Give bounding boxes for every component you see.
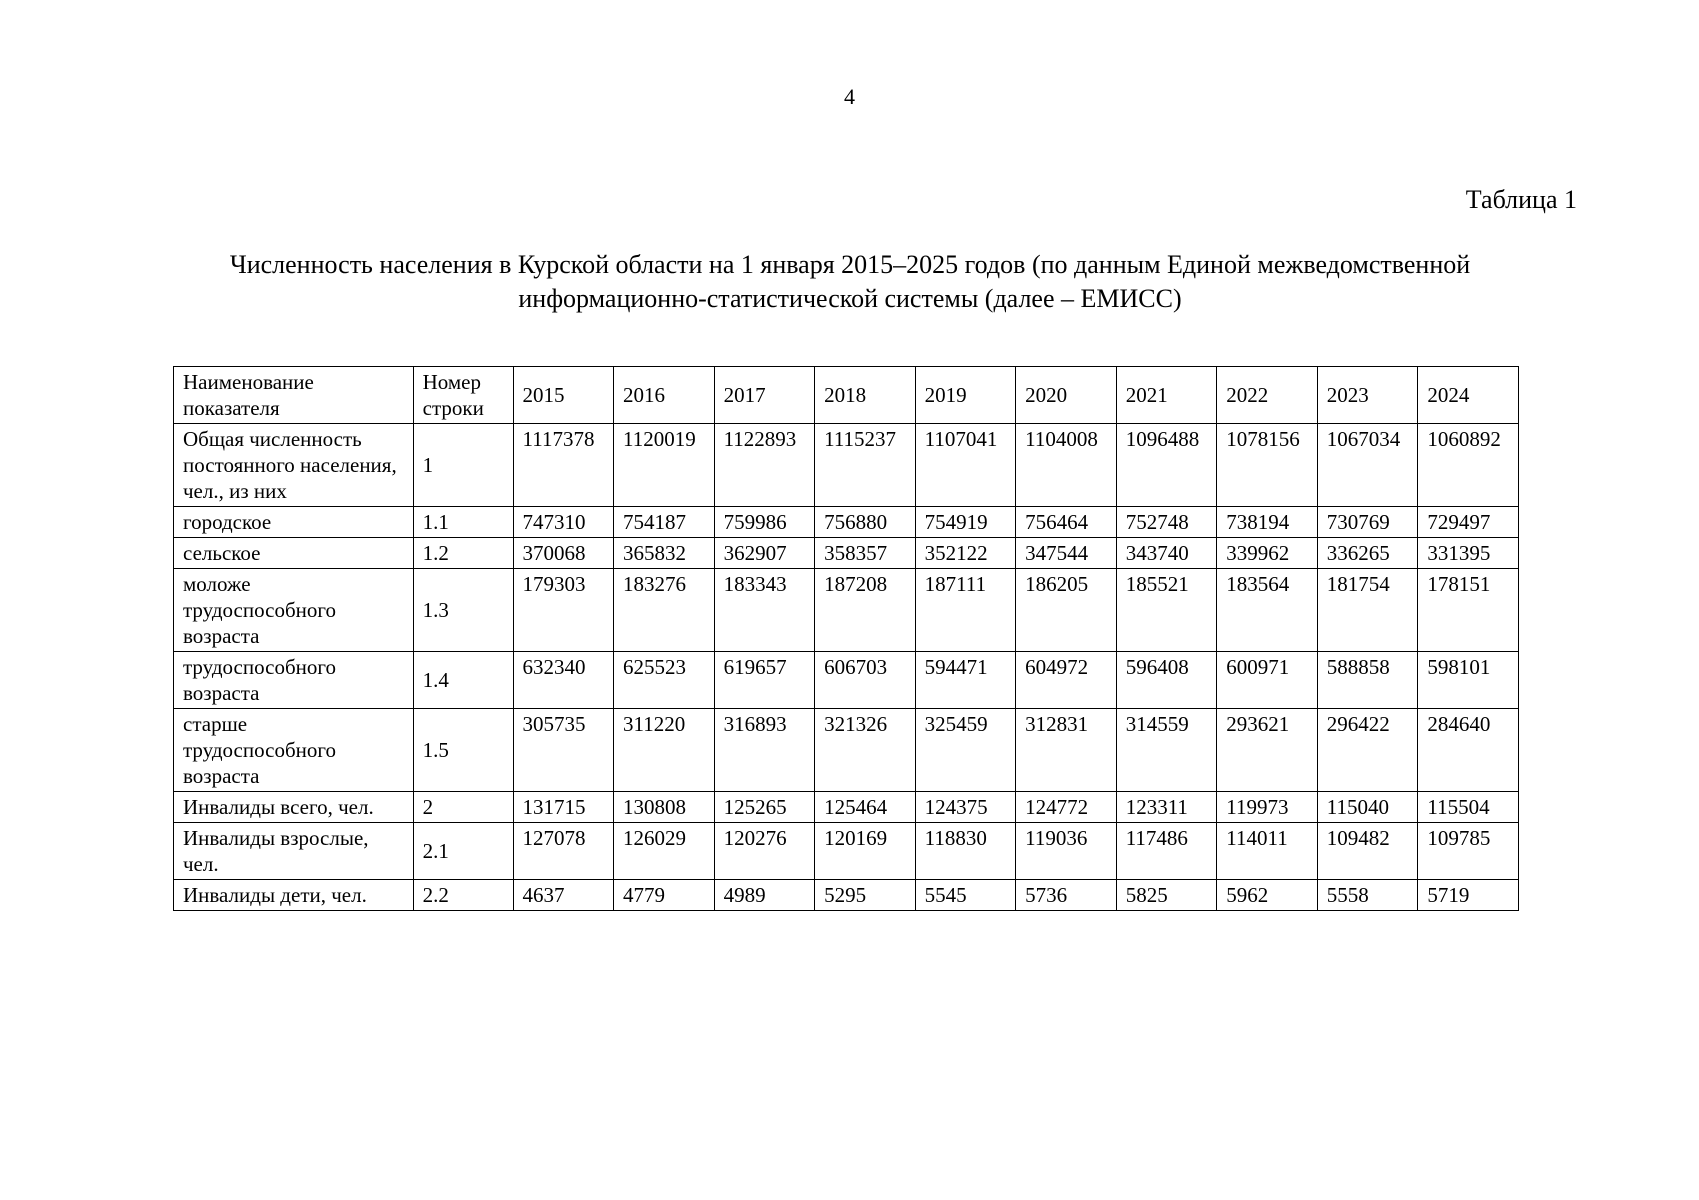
indicator-name: Инвалиды всего, чел. <box>174 792 414 823</box>
value-cell: 1115237 <box>815 424 916 507</box>
table-title: Численность населения в Курской области на 1 января 2015–2025 годов (по данным Единой межведомственной информационно-статистической системы (далее – ЕМИСС) <box>229 250 1471 313</box>
indicator-name: Общая численность постоянного населения, чел., из них <box>174 424 414 507</box>
value-cell: 181754 <box>1317 569 1418 652</box>
value-cell: 1067034 <box>1317 424 1418 507</box>
value-cell: 183343 <box>714 569 815 652</box>
table-row <box>174 507 1519 538</box>
value-cell: 119036 <box>1016 823 1117 880</box>
table-row <box>174 424 1519 507</box>
value-cell: 293621 <box>1217 709 1318 792</box>
value-cell: 4989 <box>714 880 815 911</box>
value-cell: 1120019 <box>614 424 715 507</box>
value-cell: 596408 <box>1116 652 1217 709</box>
value-cell: 314559 <box>1116 709 1217 792</box>
value-cell: 305735 <box>513 709 614 792</box>
value-cell: 312831 <box>1016 709 1117 792</box>
indicator-name: сельское <box>174 538 414 569</box>
value-cell: 118830 <box>915 823 1016 880</box>
row-number: 1.1 <box>413 507 513 538</box>
value-cell: 604972 <box>1016 652 1117 709</box>
indicator-name: моложе трудоспособного возраста <box>174 569 414 652</box>
value-cell: 5825 <box>1116 880 1217 911</box>
value-cell: 296422 <box>1317 709 1418 792</box>
value-cell: 179303 <box>513 569 614 652</box>
value-cell: 125265 <box>714 792 815 823</box>
value-cell: 606703 <box>815 652 916 709</box>
value-cell: 185521 <box>1116 569 1217 652</box>
value-cell: 1107041 <box>915 424 1016 507</box>
value-cell: 331395 <box>1418 538 1519 569</box>
value-cell: 730769 <box>1317 507 1418 538</box>
header-cell: 2022 <box>1217 367 1318 424</box>
value-cell: 5558 <box>1317 880 1418 911</box>
value-cell: 117486 <box>1116 823 1217 880</box>
value-cell: 759986 <box>714 507 815 538</box>
value-cell: 5545 <box>915 880 1016 911</box>
value-cell: 109785 <box>1418 823 1519 880</box>
value-cell: 747310 <box>513 507 614 538</box>
value-cell: 127078 <box>513 823 614 880</box>
header-cell: 2024 <box>1418 367 1519 424</box>
header-cell: 2021 <box>1116 367 1217 424</box>
value-cell: 5719 <box>1418 880 1519 911</box>
value-cell: 311220 <box>614 709 715 792</box>
value-cell: 109482 <box>1317 823 1418 880</box>
value-cell: 187111 <box>915 569 1016 652</box>
value-cell: 336265 <box>1317 538 1418 569</box>
row-number: 1 <box>413 424 513 507</box>
indicator-name: трудоспособного возраста <box>174 652 414 709</box>
header-cell: 2016 <box>614 367 715 424</box>
value-cell: 321326 <box>815 709 916 792</box>
value-cell: 5736 <box>1016 880 1117 911</box>
row-number: 2 <box>413 792 513 823</box>
value-cell: 187208 <box>815 569 916 652</box>
value-cell: 729497 <box>1418 507 1519 538</box>
header-cell: 2019 <box>915 367 1016 424</box>
table-label: Таблица 1 <box>1465 185 1577 214</box>
row-number: 2.2 <box>413 880 513 911</box>
value-cell: 5962 <box>1217 880 1318 911</box>
table-row <box>174 709 1519 792</box>
header-cell: Наименование показателя <box>174 367 414 424</box>
value-cell: 114011 <box>1217 823 1318 880</box>
value-cell: 588858 <box>1317 652 1418 709</box>
value-cell: 600971 <box>1217 652 1318 709</box>
header-cell: 2017 <box>714 367 815 424</box>
value-cell: 594471 <box>915 652 1016 709</box>
value-cell: 1060892 <box>1418 424 1519 507</box>
value-cell: 120276 <box>714 823 815 880</box>
value-cell: 756464 <box>1016 507 1117 538</box>
table-row <box>174 538 1519 569</box>
value-cell: 362907 <box>714 538 815 569</box>
header-cell: 2015 <box>513 367 614 424</box>
value-cell: 124772 <box>1016 792 1117 823</box>
value-cell: 738194 <box>1217 507 1318 538</box>
header-cell: 2018 <box>815 367 916 424</box>
value-cell: 183564 <box>1217 569 1318 652</box>
value-cell: 5295 <box>815 880 916 911</box>
value-cell: 316893 <box>714 709 815 792</box>
value-cell: 1096488 <box>1116 424 1217 507</box>
row-number: 1.2 <box>413 538 513 569</box>
table-row <box>174 792 1519 823</box>
header-cell: 2020 <box>1016 367 1117 424</box>
value-cell: 347544 <box>1016 538 1117 569</box>
table-row <box>174 652 1519 709</box>
value-cell: 125464 <box>815 792 916 823</box>
table-row <box>174 880 1519 911</box>
value-cell: 126029 <box>614 823 715 880</box>
value-cell: 186205 <box>1016 569 1117 652</box>
value-cell: 115504 <box>1418 792 1519 823</box>
value-cell: 343740 <box>1116 538 1217 569</box>
value-cell: 358357 <box>815 538 916 569</box>
population-table <box>173 366 1519 911</box>
row-number: 1.3 <box>413 569 513 652</box>
value-cell: 1078156 <box>1217 424 1318 507</box>
value-cell: 4779 <box>614 880 715 911</box>
value-cell: 1104008 <box>1016 424 1117 507</box>
table-row <box>174 823 1519 880</box>
value-cell: 339962 <box>1217 538 1318 569</box>
header-row <box>174 367 1519 424</box>
value-cell: 632340 <box>513 652 614 709</box>
header-cell: 2023 <box>1317 367 1418 424</box>
value-cell: 183276 <box>614 569 715 652</box>
value-cell: 619657 <box>714 652 815 709</box>
value-cell: 124375 <box>915 792 1016 823</box>
indicator-name: Инвалиды дети, чел. <box>174 880 414 911</box>
indicator-name: старше трудоспособного возраста <box>174 709 414 792</box>
row-number: 1.4 <box>413 652 513 709</box>
value-cell: 754919 <box>915 507 1016 538</box>
value-cell: 284640 <box>1418 709 1519 792</box>
value-cell: 352122 <box>915 538 1016 569</box>
value-cell: 325459 <box>915 709 1016 792</box>
value-cell: 4637 <box>513 880 614 911</box>
page-number: 4 <box>844 84 855 109</box>
value-cell: 370068 <box>513 538 614 569</box>
header-cell: Номер строки <box>413 367 513 424</box>
value-cell: 120169 <box>815 823 916 880</box>
value-cell: 115040 <box>1317 792 1418 823</box>
indicator-name: городское <box>174 507 414 538</box>
value-cell: 752748 <box>1116 507 1217 538</box>
row-number: 1.5 <box>413 709 513 792</box>
value-cell: 365832 <box>614 538 715 569</box>
value-cell: 1117378 <box>513 424 614 507</box>
value-cell: 131715 <box>513 792 614 823</box>
row-number: 2.1 <box>413 823 513 880</box>
value-cell: 756880 <box>815 507 916 538</box>
indicator-name: Инвалиды взрослые, чел. <box>174 823 414 880</box>
value-cell: 119973 <box>1217 792 1318 823</box>
value-cell: 598101 <box>1418 652 1519 709</box>
value-cell: 1122893 <box>714 424 815 507</box>
value-cell: 754187 <box>614 507 715 538</box>
value-cell: 625523 <box>614 652 715 709</box>
table-row <box>174 569 1519 652</box>
value-cell: 123311 <box>1116 792 1217 823</box>
value-cell: 178151 <box>1418 569 1519 652</box>
value-cell: 130808 <box>614 792 715 823</box>
